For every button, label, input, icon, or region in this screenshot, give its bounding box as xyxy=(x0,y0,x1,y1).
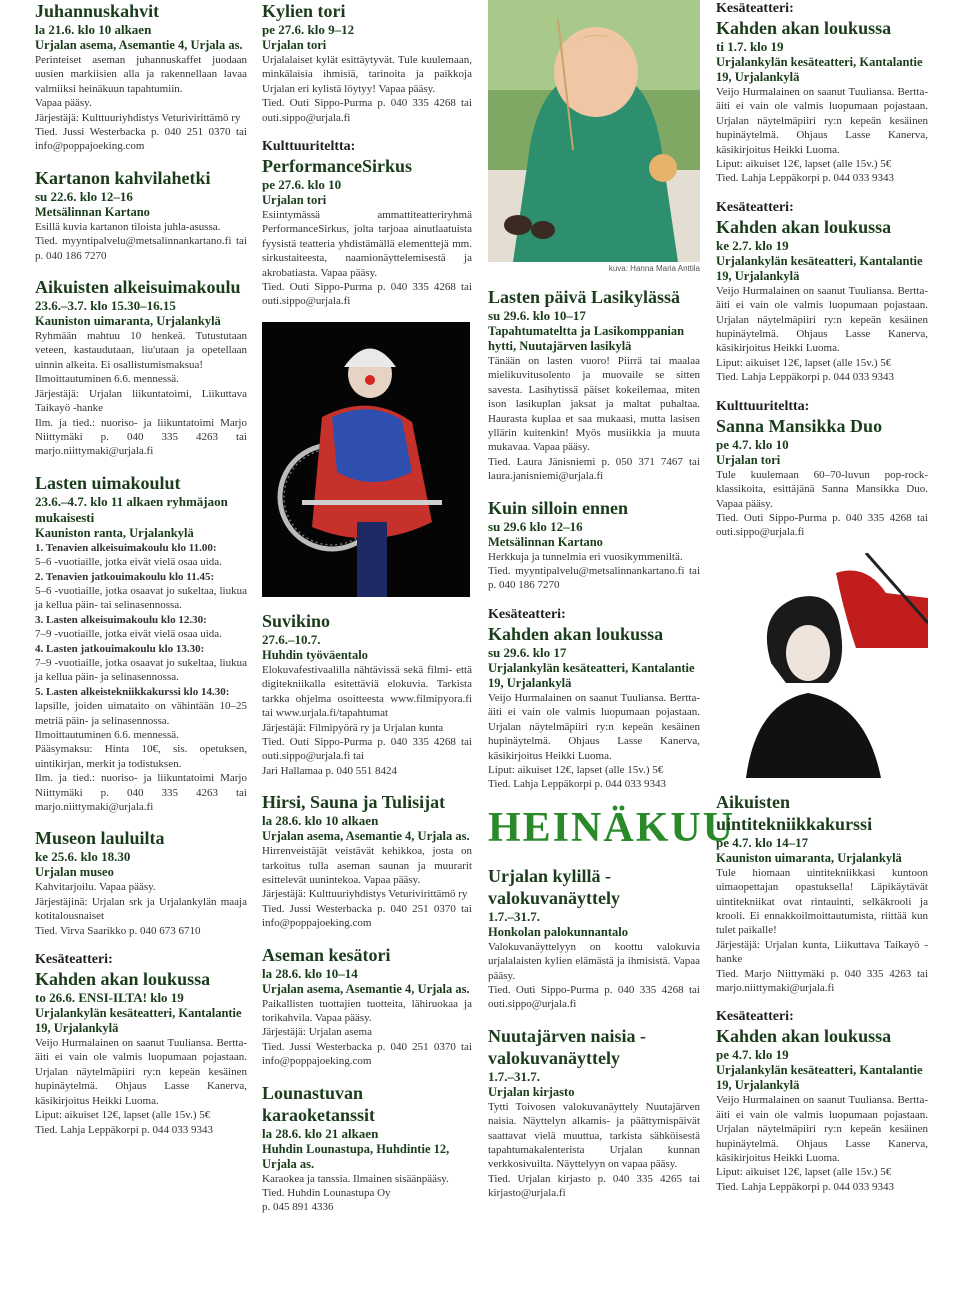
event-title: Kahden akan loukussa xyxy=(716,1026,892,1047)
event-body-line: Tied. myyntipalvelu@metsalinnankartano.fi tai p. 040 186 7270 xyxy=(35,235,247,262)
event-venue: Urjalankylän kesäteatteri, Kantalantie 19, Urjalankylä xyxy=(488,660,695,690)
event-body-line: Ilm. ja tied.: nuoriso- ja liikuntatoimi Marjo Niittymäki p. 040 335 4263 tai marjo.niittymaki@urjala.fi xyxy=(35,772,247,814)
event-body-line: Tied. Laura Jänisniemi p. 050 371 7467 tai laura.janisniemi@urjala.fi xyxy=(488,455,700,483)
event-title: PerformanceSirkus xyxy=(262,156,412,177)
photo-block xyxy=(488,0,700,273)
event-venue: Tapahtumateltta ja Lasikomppanian hytti, Nuutajärven lasikylä xyxy=(488,324,685,353)
month-heading: HEINÄKUU xyxy=(488,804,736,851)
event-body-line: Tied. Jussi Westerbacka p. 040 251 0370 tai info@poppajoeking.com xyxy=(262,1040,472,1068)
event-body-line: Ilm. ja tied.: nuoriso- ja liikuntatoimi Marjo Niittymäki p. 040 335 4263 tai marjo.niittymaki@urjala.fi xyxy=(35,416,247,458)
event-venue: Urjalan asema, Asemantie 4, Urjala as. xyxy=(262,981,470,996)
event-item xyxy=(488,286,700,484)
event-venue: Metsälinnan Kartano xyxy=(488,534,603,549)
event-body-line: Karaokea ja tanssia. Ilmainen sisäänpääsy. xyxy=(262,1172,449,1185)
photo-credit: kuva: Hanna Maria Anttila xyxy=(608,264,700,273)
event-date: la 28.6. klo 10 alkaen xyxy=(262,813,379,829)
event-body-line: Vapaa pääsy. xyxy=(35,97,92,110)
event-body-line: Veijo Hurmalainen on saanut Tuuliansa. Bertta-äiti ei vain ole valmis luopumaan pojastaan. Urjalan näytelmäpiiri ry:n kepeän kesäinen hupinäytelmä. Ohjaus Lasse Kanerva, käsikirjoitus Heikki Luoma. xyxy=(716,1094,928,1164)
event-body-line: Elokuvafestivaalilla nähtävissä sekä filmi- että digitekniikalla esitettäviä elokuvia. Tarkista tarkka ohjelma osoitteesta www.filmipyora.fi tai www.urjala.fi/tapahtumat xyxy=(262,663,472,720)
event-date: pe 4.7. klo 19 xyxy=(716,1047,789,1063)
event-body-line: Urjalalaiset kylät esittäytyvät. Tule kuulemaan, minkälaisia ihmisiä, tarinoita ja paikkoja Urjalan eri kylistä löytyy! Vapaa pääsy. xyxy=(262,54,472,95)
course-group-desc: lapsille, joiden uimataito on vähintään 10–25 metriä päin- ja selinasennossa. xyxy=(35,700,247,727)
event-title: Kahden akan loukussa xyxy=(716,216,892,237)
event-category-label: Kesäteatteri: xyxy=(35,952,113,968)
event-item xyxy=(716,199,928,385)
event-body-line: Tied. Marjo Niittymäki p. 040 335 4263 tai marjo.niittymaki@urjala.fi xyxy=(716,967,928,994)
event-body-line: Tied. Jussi Westerbacka p. 040 251 0370 tai info@poppajoeking.com xyxy=(262,902,472,930)
course-group-title: 3. Lasten alkeisuimakoulu klo 12.30: xyxy=(35,613,207,626)
event-item xyxy=(488,1025,700,1201)
event-body-line: Tule hiomaan uintitekniikkasi kuntoon uimaopettajan opastuksella! Läpikäytävät uintitekniikat ovat rintauinti, selkäkrooli ja krooli. Ei ennakkoilmoittautumista, riittää kun tulet paikalle! xyxy=(716,866,928,937)
event-venue: Urjalan tori xyxy=(262,193,327,208)
event-venue: Urjalankylän kesäteatteri, Kantalantie 19, Urjalankylä xyxy=(716,253,923,283)
event-body-line: Tied. Outi Sippo-Purma p. 040 335 4268 tai outi.sippo@urjala.fi xyxy=(262,97,472,124)
event-body-line: Paikallisten tuottajien tuotteita, lähiruokaa ja torikahvila. Vapaa pääsy. xyxy=(262,997,472,1024)
event-body-line: Tied. Lahja Leppäkorpi p. 044 033 9343 xyxy=(716,371,895,384)
event-date: la 28.6. klo 10–14 xyxy=(262,965,358,981)
event-date: pe 4.7. klo 10 xyxy=(716,436,789,452)
event-body-line: Tied. Huhdin Lounastupa Oy xyxy=(262,1187,391,1199)
event-date: su 22.6. klo 12–16 xyxy=(35,188,133,204)
event-date: 23.6.–4.7. klo 11 alkaen ryhmäjaon mukaisesti xyxy=(35,493,228,525)
event-body-line: Liput: aikuiset 12€, lapset (alle 15v.) 5€ xyxy=(488,763,664,776)
event-title: Kahden akan loukussa xyxy=(716,18,892,38)
event-title: Museon lauluilta xyxy=(35,828,165,849)
event-item xyxy=(716,791,928,996)
event-body-line: Veijo Hurmalainen on saanut Tuuliansa. Bertta-äiti ei vain ole valmis luopumaan pojastaan. Urjalan näytelmäpiiri ry:n kepeän kesäinen hupinäytelmä. Ohjaus Lasse Kanerva, käsikirjoitus Heikki Luoma. xyxy=(716,284,928,355)
event-item xyxy=(488,606,700,792)
event-title: Lounastuvan karaoketanssit xyxy=(262,1082,376,1125)
clown-photo xyxy=(262,322,470,597)
event-body-line: Tied. Virva Saarikko p. 040 673 6710 xyxy=(35,924,201,937)
event-body-line: Tied. Lahja Leppäkorpi p. 044 033 9343 xyxy=(716,172,895,185)
event-title: Kartanon kahvilahetki xyxy=(35,167,211,188)
event-body-line: Perinteiset aseman juhannuskaffet juodaan uusien markiisien alla ja rakennellaan lavaa valmiiksi heinäkuun tapahtumiin. xyxy=(35,54,247,95)
event-item xyxy=(262,1082,472,1215)
event-venue: Kauniston uimaranta, Urjalankylä xyxy=(35,314,221,329)
event-venue: Urjalan tori xyxy=(262,38,327,52)
event-venue: Honkolan palokunnantalo xyxy=(488,924,628,939)
event-body-line: Tied. Outi Sippo-Purma p. 040 335 4268 tai outi.sippo@urjala.fi xyxy=(716,511,928,539)
event-title: Urjalan kylillä -valokuvanäyttely xyxy=(488,865,621,908)
event-item xyxy=(716,0,928,186)
event-title: Lasten uimakoulut xyxy=(35,472,181,493)
course-group-title: 4. Lasten jatkouimakoulu klo 13.30: xyxy=(35,642,205,655)
event-item xyxy=(262,0,472,125)
event-item xyxy=(35,827,247,938)
event-item xyxy=(262,138,472,309)
event-body-line: Valokuvanäyttelyyn on koottu valokuvia urjalalaisten kylien elämästä ja ihmisistä. Vapaa pääsy. xyxy=(488,940,700,982)
event-body-line: Liput: aikuiset 12€, lapset (alle 15v.) 5€ xyxy=(716,1166,892,1179)
event-title: Kuin silloin ennen xyxy=(488,497,629,518)
event-item xyxy=(488,865,700,1012)
event-body-line: Järjestäjinä: Urjalan srk ja Urjalankylän maaja kotitalousnaiset xyxy=(35,895,247,923)
event-venue: Urjalankylän kesäteatteri, Kantalantie 19, Urjalankylä xyxy=(35,1006,242,1036)
event-title: Hirsi, Sauna ja Tulisijat xyxy=(262,792,446,813)
event-date: su 29.6. klo 17 xyxy=(488,644,567,660)
event-category-label: Kulttuuriteltta: xyxy=(262,139,356,155)
event-body-line: Liput: aikuiset 12€, lapset (alle 15v.) 5€ xyxy=(716,158,892,171)
course-group-title: 2. Tenavien jatkouimakoulu klo 11.45: xyxy=(35,570,215,583)
event-category-label: Kulttuuriteltta: xyxy=(716,398,810,414)
course-group-desc: 5–6 -vuotiaille, jotka eivät vielä osaa uida. xyxy=(35,556,222,569)
event-item xyxy=(262,944,472,1069)
event-item xyxy=(262,791,472,930)
course-group-title: 5. Lasten alkeistekniikkakurssi klo 14.30: xyxy=(35,685,230,698)
event-title: Sanna Mansikka Duo xyxy=(716,415,883,436)
event-body-line: Tied. Outi Sippo-Purma p. 040 335 4268 tai outi.sippo@urjala.fi xyxy=(488,983,700,1011)
event-title: Kylien tori xyxy=(262,1,346,21)
singer-photo xyxy=(716,553,928,778)
event-date: to 26.6. ENSI-ILTA! klo 19 xyxy=(35,990,184,1006)
event-body-line: Järjestäjä: Kulttuuriyhdistys Veturivirittämö ry xyxy=(35,111,241,124)
event-venue: Urjalankylän kesäteatteri, Kantalantie 19, Urjalankylä xyxy=(716,55,923,84)
event-body-line: Tule kuulemaan 60–70-luvun pop-rock-klassikoita, esittäjänä Sanna Mansikka Duo. Vapaa pääsy. xyxy=(716,468,928,510)
event-date: la 21.6. klo 10 alkaen xyxy=(35,22,152,37)
event-body-line: Veijo Hurmalainen on saanut Tuuliansa. Bertta-äiti ei vain ole valmis luopumaan pojastaan. Urjalan näytelmäpiiri ry:n kepeän kesäinen hupinäytelmä. Ohjaus Lasse Kanerva, käsikirjoitus Heikki Luoma. xyxy=(35,1037,247,1107)
event-body-line: Tänään on lasten vuoro! Piirrä tai maalaa mielikuvitusolento ja muovaile se sitten savesta. Lasihytissä päiset kokeilemaa, miten ison lasikuplan jaksat ja maltat puhaltaa. Haurasta kuplaa et saa mukaasi, mutta lasisen yllärin kuitenkin! Myös musiikkia ja muuta mukavaa. Vapaa pääsy. xyxy=(488,355,700,454)
event-body-line: Järjestäjä: Filmipyörä ry ja Urjalan kunta xyxy=(262,721,444,734)
event-body-line: Tied. Outi Sippo-Purma p. 040 335 4268 tai outi.sippo@urjala.fi xyxy=(262,281,472,308)
event-date: pe 27.6. klo 10 xyxy=(262,177,342,193)
child-photo xyxy=(488,0,700,262)
column-4 xyxy=(716,0,928,1207)
event-body-line: Järjestäjä: Urjalan asema xyxy=(262,1026,372,1039)
column-1 xyxy=(35,0,247,1150)
event-date: 1.7.–31.7. xyxy=(488,908,540,924)
event-body-line: Hirrenveistäjät veistävät kehikkoa, josta on tarkoitus tulla aseman saunan ja muurarit esittelevät uunintekoa. Vapaa pääsy. xyxy=(262,845,472,886)
event-item xyxy=(35,276,247,459)
event-body-line: Tied. myyntipalvelu@metsalinnankartano.fi tai p. 040 186 7270 xyxy=(488,565,700,592)
event-body-line: Tied. Lahja Leppäkorpi p. 044 033 9343 xyxy=(488,778,667,791)
event-body-line: Kahvitarjoilu. Vapaa pääsy. xyxy=(35,881,156,894)
event-date: 23.6.–3.7. klo 15.30–16.15 xyxy=(35,298,176,314)
event-item xyxy=(35,472,247,815)
event-item xyxy=(35,951,247,1137)
event-category-label: Kesäteatteri: xyxy=(716,1009,794,1025)
event-category-label: Kesäteatteri: xyxy=(716,1,794,16)
event-category-label: Kesäteatteri: xyxy=(716,199,794,215)
column-3 xyxy=(488,0,736,1214)
event-venue: Huhdin Lounastupa, Huhdintie 12, Urjala as. xyxy=(262,1141,450,1171)
event-title: Aikuisten uintitekniikkakurssi xyxy=(716,791,873,834)
event-date: ke 25.6. klo 18.30 xyxy=(35,849,131,865)
event-body-line: Järjestäjä: Urjalan kunta, Liikuttava Taikayö -hanke xyxy=(716,938,928,966)
event-body-line: Jari Hallamaa p. 040 551 8424 xyxy=(262,764,398,777)
event-venue: Urjalankylän kesäteatteri, Kantalantie 19, Urjalankylä xyxy=(716,1063,923,1093)
course-group-title: 1. Tenavien alkeisuimakoulu klo 11.00: xyxy=(35,541,217,554)
event-body-line: Liput: aikuiset 12€, lapset (alle 15v.) 5€ xyxy=(716,356,892,369)
event-body-line: Tied. Urjalan kirjasto p. 040 335 4265 tai kirjasto@urjala.fi xyxy=(488,1172,700,1200)
photo-block xyxy=(262,322,472,597)
event-body-line: Herkkuja ja tunnelmia eri vuosikymmeniltä. xyxy=(488,550,683,563)
event-body-line: Tytti Toivosen valokuvanäyttely Nuutajärven naisia. Näyttelyn alkamis- ja päättymispäivät saattavat vielä muuttua, tarkista sähköisestä tapahtumakalenterista Urjalan kunnan verkkosivuilta. Näyttelyyn on vapaa pääsy. xyxy=(488,1100,700,1171)
event-body-line: Ilmoittautuminen 6.6. mennessä. xyxy=(35,729,179,741)
event-body-line: Esillä kuvia kartanon tiloista juhla-asussa. xyxy=(35,220,221,233)
event-venue: Urjalan museo xyxy=(35,865,114,880)
event-date: 27.6.–10.7. xyxy=(262,631,321,647)
event-date: la 28.6. klo 21 alkaen xyxy=(262,1125,379,1141)
event-venue: Urjalan asema, Asemantie 4, Urjala as. xyxy=(35,38,243,52)
event-body-line: Järjestäjä: Urjalan liikuntatoimi, Liikuttava Taikayö -hanke xyxy=(35,387,247,415)
event-date: pe 4.7. klo 14–17 xyxy=(716,834,809,850)
event-title: Aseman kesätori xyxy=(262,944,391,965)
event-venue: Metsälinnan Kartano xyxy=(35,204,150,219)
event-body-line: Pääsymaksu: Hinta 10€, sis. opetuksen, uintikirjan, merkit ja todistuksen. xyxy=(35,743,247,770)
event-body-line: Liput: aikuiset 12€, lapset (alle 15v.) 5€ xyxy=(35,1109,211,1122)
event-category-label: Kesäteatteri: xyxy=(488,606,566,622)
course-group-desc: 7–9 -vuotiaille, jotka osaavat jo sukeltaa, liukua ja kellua päin- ja selinasennossa. xyxy=(35,656,247,684)
event-title: Kahden akan loukussa xyxy=(488,623,664,644)
photo-block xyxy=(716,553,928,778)
event-item xyxy=(262,610,472,778)
event-body-line: Veijo Hurmalainen on saanut Tuuliansa. Bertta-äiti ei vain ole valmis luopumaan pojastaan. Urjalan näytelmäpiiri ry:n kepeän kesäinen hupinäytelmä. Ohjaus Lasse Kanerva, käsikirjoitus Heikki Luoma. xyxy=(716,86,928,156)
course-group-desc: 7–9 -vuotiaille, jotka eivät vielä osaa uida. xyxy=(35,628,222,641)
event-body-line: Veijo Hurmalainen on saanut Tuuliansa. Bertta-äiti ei vain ole valmis luopumaan pojastaan. Urjalan näytelmäpiiri ry:n kepeän kesäinen hupinäytelmä. Ohjaus Lasse Kanerva, käsikirjoitus Heikki Luoma. xyxy=(488,691,700,762)
event-date: su 29.6 klo 12–16 xyxy=(488,518,583,534)
event-venue: Urjalan kirjasto xyxy=(488,1084,575,1099)
event-body-line: Järjestäjä: Kulttuuriyhdistys Veturivirittämö ry xyxy=(262,888,468,901)
event-body-line: Tied. Lahja Leppäkorpi p. 044 033 9343 xyxy=(35,1123,214,1136)
event-title: Aikuisten alkeisuimakoulu xyxy=(35,277,241,298)
event-item xyxy=(716,398,928,540)
event-item xyxy=(488,497,700,593)
event-date: ke 2.7. klo 19 xyxy=(716,237,789,253)
event-body-line: Tied. Jussi Westerbacka p. 040 251 0370 tai info@poppajoeking.com xyxy=(35,126,247,153)
event-venue: Kauniston uimaranta, Urjalankylä xyxy=(716,850,902,865)
event-item xyxy=(35,0,247,154)
event-venue: Kauniston ranta, Urjalankylä xyxy=(35,525,194,540)
event-venue: Urjalan tori xyxy=(716,452,781,467)
event-title: Nuutajärven naisia -valokuvanäyttely xyxy=(488,1025,647,1068)
event-date: su 29.6. klo 10–17 xyxy=(488,308,586,323)
event-venue: Urjalan asema, Asemantie 4, Urjala as. xyxy=(262,829,470,844)
event-body-line: Ryhmään mahtuu 10 henkeä. Tutustutaan veteen, kastaudutaan, liu'utaan ja opetellaan uinnin alkeita. Ei osallistumismaksua! xyxy=(35,330,247,371)
event-body-line: Ilmoittautuminen 6.6. mennessä. xyxy=(35,373,179,386)
event-title: Kahden akan loukussa xyxy=(35,969,211,990)
event-date: 1.7.–31.7. xyxy=(488,1068,540,1084)
event-body-line: Esiintymässä ammattiteatteriryhmä PerformanceSirkus, jolta tarjoaa ainutlaatuista fyysistä teatteria yhdistämällä elementtejä mm. sirkustaiteesta, naamionäyttelemisestä ja akrobatiasta. Vapaa pääsy. xyxy=(262,209,472,279)
event-title: Juhannuskahvit xyxy=(35,1,160,21)
event-title: Suvikino xyxy=(262,610,331,631)
event-item xyxy=(716,1008,928,1194)
course-group-desc: 5–6 -vuotiaille, jotka osaavat jo sukeltaa, liukua ja kellua päin- tai selinasennossa. xyxy=(35,584,247,612)
event-body-line: p. 045 891 4336 xyxy=(262,1201,334,1214)
event-title: Lasten päivä Lasikylässä xyxy=(488,287,681,307)
event-item xyxy=(35,167,247,263)
event-date: pe 27.6. klo 9–12 xyxy=(262,22,355,37)
column-2 xyxy=(262,0,472,1228)
event-body-line: Tied. Lahja Leppäkorpi p. 044 033 9343 xyxy=(716,1180,895,1193)
event-body-line: Tied. Outi Sippo-Purma p. 040 335 4268 tai outi.sippo@urjala.fi tai xyxy=(262,735,472,763)
event-date: ti 1.7. klo 19 xyxy=(716,39,784,54)
event-venue: Huhdin työväentalo xyxy=(262,647,368,662)
